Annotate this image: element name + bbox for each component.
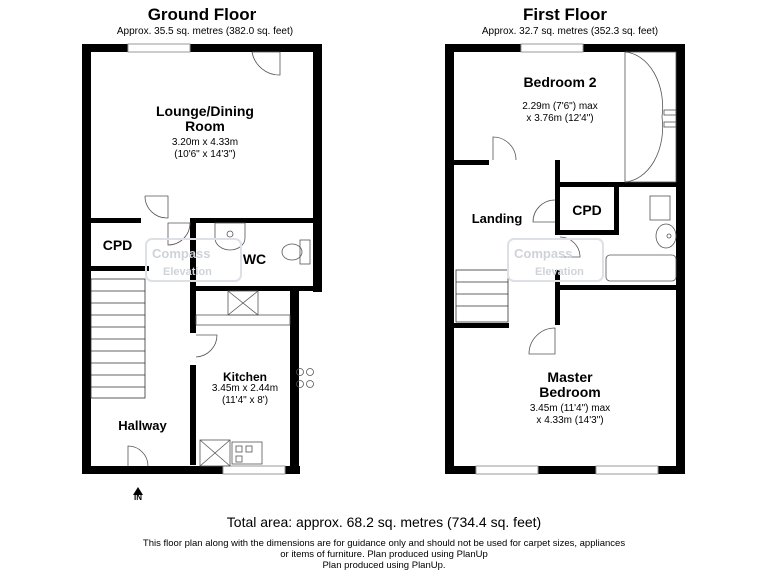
- master-bedroom-label-line2: Bedroom: [539, 384, 601, 400]
- disclaimer-line1: This floor plan along with the dimensions are for guidance only and should not be used for carpet sizes, appliances: [142, 538, 626, 549]
- first-floor-title: First Floor: [522, 5, 608, 24]
- watermark-brand-ground: Compass: [152, 246, 211, 261]
- wardrobe: [625, 52, 676, 182]
- watermark-brand-first: Compass: [514, 246, 573, 261]
- kitchen-label: Kitchen: [222, 370, 267, 384]
- master-bedroom-label-line1: Master: [547, 369, 593, 385]
- bedroom2-dimensions-line2: x 3.76m (12'4"): [526, 113, 594, 124]
- master-bedroom-dimensions-line2: x 4.33m (14'3"): [536, 415, 604, 426]
- hallway-label: Hallway: [118, 418, 167, 433]
- bedroom2-dimensions-line1: 2.29m (7'6") max: [522, 101, 598, 112]
- first-floor-stairs: [456, 270, 508, 322]
- kitchen-dimensions-imperial: (11'4" x 8'): [221, 395, 269, 406]
- ground-floor-title: Ground Floor: [147, 5, 257, 24]
- landing-label: Landing: [471, 211, 523, 226]
- first-cpd-label: CPD: [572, 202, 602, 218]
- total-area: Total area: approx. 68.2 sq. metres (734.4 sq. feet): [226, 514, 542, 530]
- watermark-sub-ground: Elevation: [163, 266, 212, 278]
- lounge-label-line1: Lounge/Dining: [156, 103, 254, 119]
- watermark-sub-first: Elevation: [535, 266, 584, 278]
- lounge-dimensions-imperial: (10'6" x 14'3"): [174, 149, 236, 160]
- first-floor-area: Approx. 32.7 sq. metres (352.3 sq. feet): [481, 26, 659, 37]
- entrance-label: IN: [134, 493, 142, 502]
- lounge-dimensions-metric: 3.20m x 4.33m: [171, 137, 239, 148]
- disclaimer-line3: Plan produced using PlanUp.: [322, 560, 446, 571]
- master-bedroom-dimensions-line1: 3.45m (11'4") max: [529, 403, 611, 414]
- disclaimer-line2: or items of furniture. Plan produced using PlanUp: [280, 549, 488, 560]
- ground-floor-area: Approx. 35.5 sq. metres (382.0 sq. feet): [116, 26, 294, 37]
- watermark-ground: [146, 239, 241, 281]
- wc-label: WC: [242, 251, 267, 267]
- bedroom2-label: Bedroom 2: [523, 74, 597, 90]
- lounge-label-line2: Room: [185, 118, 225, 134]
- ground-cpd-label: CPD: [102, 237, 133, 253]
- watermark-first: [508, 239, 603, 281]
- ground-floor-stairs: [91, 279, 145, 398]
- kitchen-dimensions-metric: 3.45m x 2.44m: [211, 383, 279, 394]
